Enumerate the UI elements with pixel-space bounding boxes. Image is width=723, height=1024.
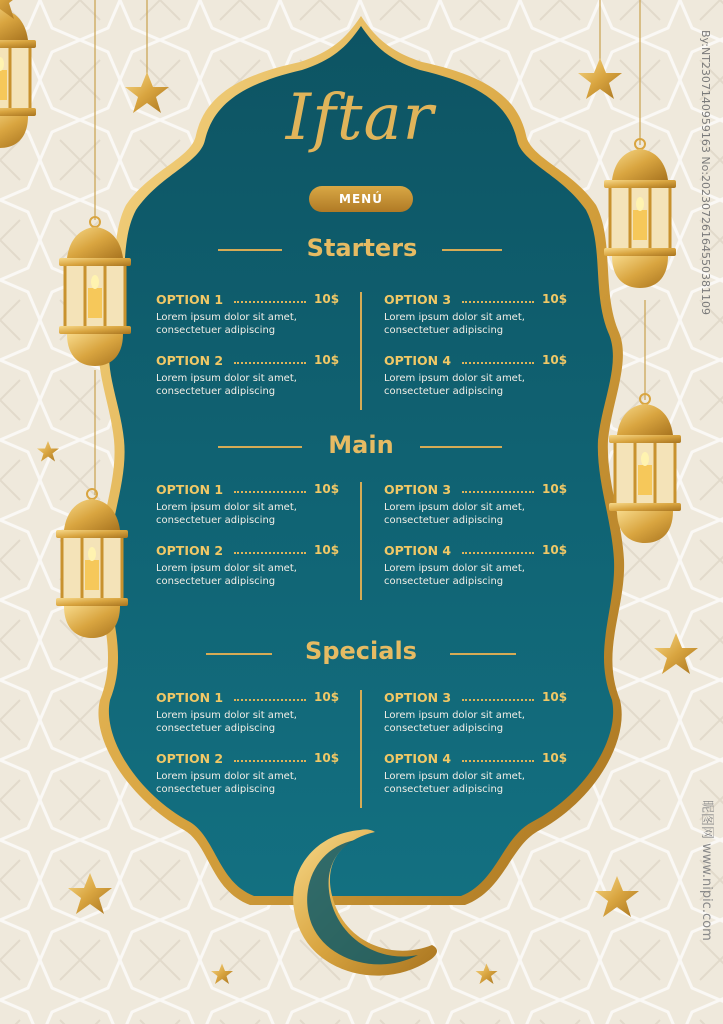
item-leader (462, 301, 534, 303)
section-title-starters: Starters (306, 234, 418, 262)
item-description: Lorem ipsum dolor sit amet, consectetuer adipiscing (384, 563, 525, 587)
menu-label: MENÚ (309, 186, 413, 212)
item-price: 10$ (542, 690, 568, 704)
item-price: 10$ (542, 543, 568, 557)
column-divider (360, 690, 362, 808)
item-price: 10$ (542, 482, 568, 496)
item-description: Lorem ipsum dolor sit amet, consectetuer adipiscing (384, 771, 525, 795)
section-rule (218, 249, 282, 251)
item-name: OPTION 4 (384, 543, 452, 558)
item-leader (234, 760, 306, 762)
item-leader (462, 552, 534, 554)
item-name: OPTION 3 (384, 690, 452, 705)
item-leader (234, 362, 306, 364)
item-name: OPTION 2 (156, 751, 224, 766)
item-name: OPTION 3 (384, 292, 452, 307)
item-price: 10$ (542, 751, 568, 765)
item-price: 10$ (542, 353, 568, 367)
item-leader (462, 491, 534, 493)
item-price: 10$ (314, 690, 340, 704)
section-title-main: Main (328, 431, 394, 459)
item-description: Lorem ipsum dolor sit amet, consectetuer adipiscing (156, 502, 297, 526)
item-description: Lorem ipsum dolor sit amet, consectetuer adipiscing (384, 373, 525, 397)
item-price: 10$ (314, 353, 340, 367)
section-rule (442, 249, 502, 251)
item-name: OPTION 2 (156, 353, 224, 368)
item-price: 10$ (314, 292, 340, 306)
item-price: 10$ (314, 543, 340, 557)
item-description: Lorem ipsum dolor sit amet, consectetuer adipiscing (384, 312, 525, 336)
item-price: 10$ (542, 292, 568, 306)
item-name: OPTION 4 (384, 751, 452, 766)
item-name: OPTION 1 (156, 482, 224, 497)
item-description: Lorem ipsum dolor sit amet, consectetuer adipiscing (384, 710, 525, 734)
section-rule (206, 653, 272, 655)
item-leader (234, 552, 306, 554)
section-rule (420, 446, 502, 448)
section-rule (218, 446, 302, 448)
item-name: OPTION 3 (384, 482, 452, 497)
item-leader (462, 699, 534, 701)
watermark-site: 昵图网 www.nipic.com (699, 800, 714, 941)
item-price: 10$ (314, 482, 340, 496)
item-leader (234, 301, 306, 303)
item-description: Lorem ipsum dolor sit amet, consectetuer adipiscing (156, 710, 297, 734)
item-leader (234, 491, 306, 493)
item-name: OPTION 1 (156, 690, 224, 705)
item-name: OPTION 4 (384, 353, 452, 368)
column-divider (360, 482, 362, 600)
item-description: Lorem ipsum dolor sit amet, consectetuer adipiscing (156, 373, 297, 397)
item-description: Lorem ipsum dolor sit amet, consectetuer adipiscing (156, 312, 297, 336)
item-description: Lorem ipsum dolor sit amet, consectetuer adipiscing (156, 563, 297, 587)
item-description: Lorem ipsum dolor sit amet, consectetuer adipiscing (384, 502, 525, 526)
item-leader (234, 699, 306, 701)
item-leader (462, 362, 534, 364)
item-name: OPTION 2 (156, 543, 224, 558)
section-rule (450, 653, 516, 655)
menu-title: Iftar (285, 81, 435, 155)
watermark-id: By:NT2307140959163 No:20230726164550381109 (699, 30, 712, 316)
column-divider (360, 292, 362, 410)
item-leader (462, 760, 534, 762)
item-price: 10$ (314, 751, 340, 765)
section-title-specials: Specials (305, 637, 417, 665)
item-description: Lorem ipsum dolor sit amet, consectetuer adipiscing (156, 771, 297, 795)
item-name: OPTION 1 (156, 292, 224, 307)
